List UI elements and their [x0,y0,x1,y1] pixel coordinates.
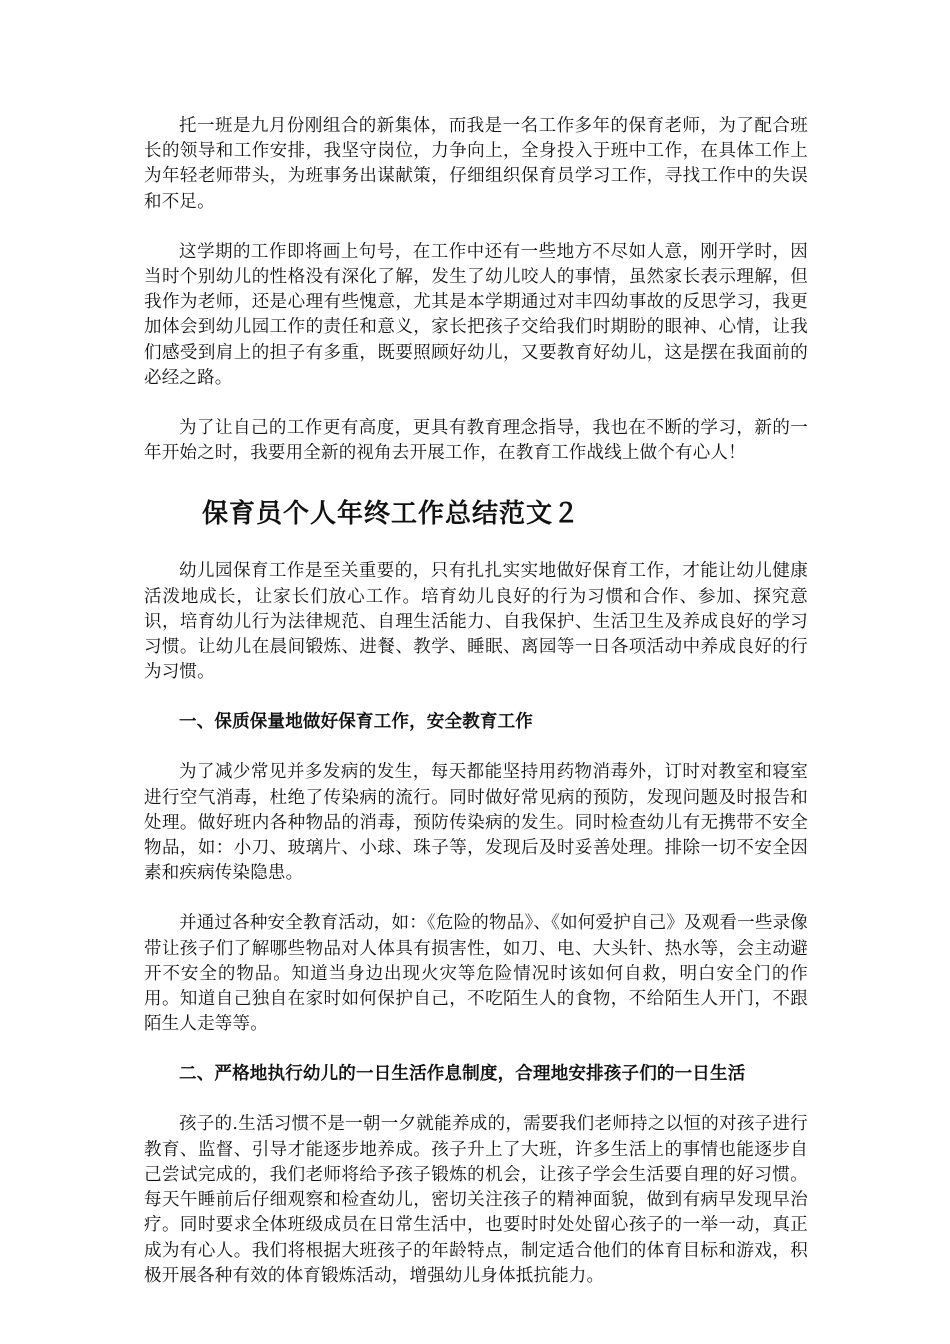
paragraph-spacer [144,391,808,416]
document-title: 保育员个人年终工作总结范文２ [202,499,581,530]
paragraph-spacer [144,685,808,710]
section-1-paragraph-2: 并通过各种安全教育活动，如：《危险的物品》、《如何爱护自己》及观看一些录像带让孩子们了解哪些物品对人体具有损害性，如刀、电、大头针、热水等，会主动避开不安全的物品。知道当身边出现火灾等危险情况时该如何自救，明白安全门的作用。知道自己独自在家时如何保护自己，不吃陌生人的食物，不给陌生人开门，不跟陌生人走等等。 [144,913,808,1035]
paragraph-spacer [144,886,808,911]
paragraph-spacer [144,1087,808,1112]
section-2-heading: 二、严格地执行幼儿的一日生活作息制度，合理地安排孩子们的一日生活 [179,1064,746,1085]
paragraph-spacer [144,735,808,760]
section-2-paragraph-1: 孩子的.生活习惯不是一朝一夕就能养成的，需要我们老师持之以恒的对孩子进行教育、监督、引导才能逐步地养成。孩子升上了大班，许多生活上的事情也能逐步自己尝试完成的，我们老师将给予孩子锻炼的机会，让孩子学会生活要自理的好习惯。每天午睡前后仔细观察和检查幼儿，密切关注孩子的精神面貌，做到有病早发现早治疗。同时要求全体班级成员在日常生活中，也要时时处处留心孩子的一举一动，真正成为有心人。我们将根据大班孩子的年龄特点，制定适合他们的体育目标和游戏，积极开展各种有效的体育锻炼活动，增强幼儿身体抵抗能力。 [144,1114,808,1286]
paragraph-spacer [144,215,808,240]
paragraph-3: 为了让自己的工作更有高度，更具有教育理念指导，我也在不断的学习，新的一年开始之时，我要用全新的视角去开展工作，在教育工作战线上做个有心人！ [144,418,808,464]
paragraph-spacer [144,1037,808,1062]
paragraph-2: 这学期的工作即将画上句号，在工作中还有一些地方不尽如人意，刚开学时，因当时个别幼儿的性格没有深化了解，发生了幼儿咬人的事情，虽然家长表示理解，但我作为老师，还是心理有些愧意，尤其是本学期通过对丰四幼事故的反思学习，我更加体会到幼儿园工作的责任和意义，家长把孩子交给我们时期盼的眼神、心情，让我们感受到肩上的担子有多重，既要照顾好幼儿，又要教育好幼儿，这是摆在我面前的必经之路。 [144,241,808,388]
paragraph-1: 托一班是九月份刚组合的新集体，而我是一名工作多年的保育老师，为了配合班长的领导和工作安排，我坚守岗位，力争向上，全身投入于班中工作，在具体工作上为年轻老师带头，为班事务出谋献策，仔细组织保育员学习工作，寻找工作中的失误和不足。 [144,116,808,212]
section-1-paragraph-1: 为了减少常见并多发病的发生，每天都能坚持用药物消毒外，订时对教室和寝室进行空气消毒，杜绝了传染病的流行。同时做好常见病的预防，发现问题及时报告和处理。做好班内各种物品的消毒，预防传染病的发生。同时检查幼儿有无携带不安全物品，如：小刀、玻璃片、小球、珠子等，发现后及时妥善处理。排除一切不安全因素和疾病传染隐患。 [144,762,808,884]
section-1-heading: 一、保质保量地做好保育工作，安全教育工作 [179,712,533,733]
intro-paragraph: 幼儿园保育工作是至关重要的，只有扎扎实实地做好保育工作，才能让幼儿健康活泼地成长，让家长们放心工作。培育幼儿良好的行为习惯和合作、参加、探究意识，培育幼儿行为法律规范、自理生活能力、自我保护、生活卫生及养成良好的学习习惯。让幼儿在晨间锻炼、进餐、教学、睡眠、离园等一日各项活动中养成良好的行为习惯。 [144,561,808,683]
